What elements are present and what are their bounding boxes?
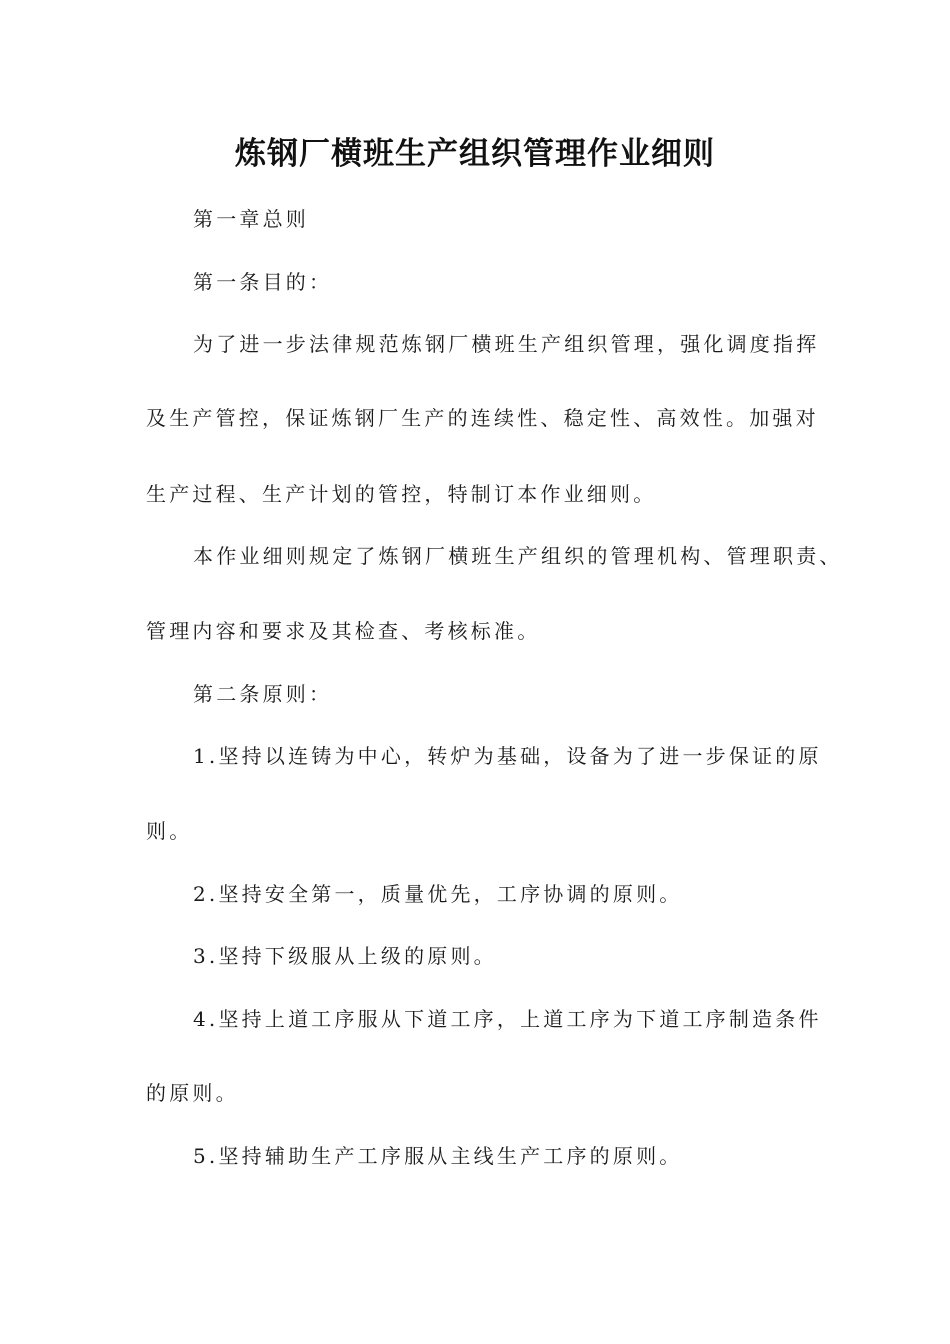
article-heading-purpose: 第一条目的： [193,270,333,294]
article-heading-principles: 第二条原则： [193,682,333,706]
paragraph-line: 管理内容和要求及其检查、考核标准。 [146,619,541,643]
paragraph-line: 本作业细则规定了炼钢厂横班生产组织的管理机构、管理职责、 [193,544,843,568]
list-item-continuation: 的原则。 [146,1081,239,1105]
list-item: 1.坚持以连铸为中心，转炉为基础，设备为了进一步保证的原 [193,744,822,768]
document-title: 炼钢厂横班生产组织管理作业细则 [235,136,715,172]
paragraph-line: 及生产管控，保证炼钢厂生产的连续性、稳定性、高效性。加强对 [146,406,819,430]
list-item: 5.坚持辅助生产工序服从主线生产工序的原则。 [193,1144,683,1168]
list-item: 4.坚持上道工序服从下道工序，上道工序为下道工序制造条件 [193,1007,822,1031]
paragraph-line: 为了进一步法律规范炼钢厂横班生产组织管理，强化调度指挥 [193,332,820,356]
chapter-heading: 第一章总则 [193,207,309,231]
list-item: 2.坚持安全第一，质量优先，工序协调的原则。 [193,882,683,906]
list-item-continuation: 则。 [146,819,193,843]
list-item: 3.坚持下级服从上级的原则。 [193,944,497,968]
paragraph-line: 生产过程、生产计划的管控，特制订本作业细则。 [146,482,657,506]
